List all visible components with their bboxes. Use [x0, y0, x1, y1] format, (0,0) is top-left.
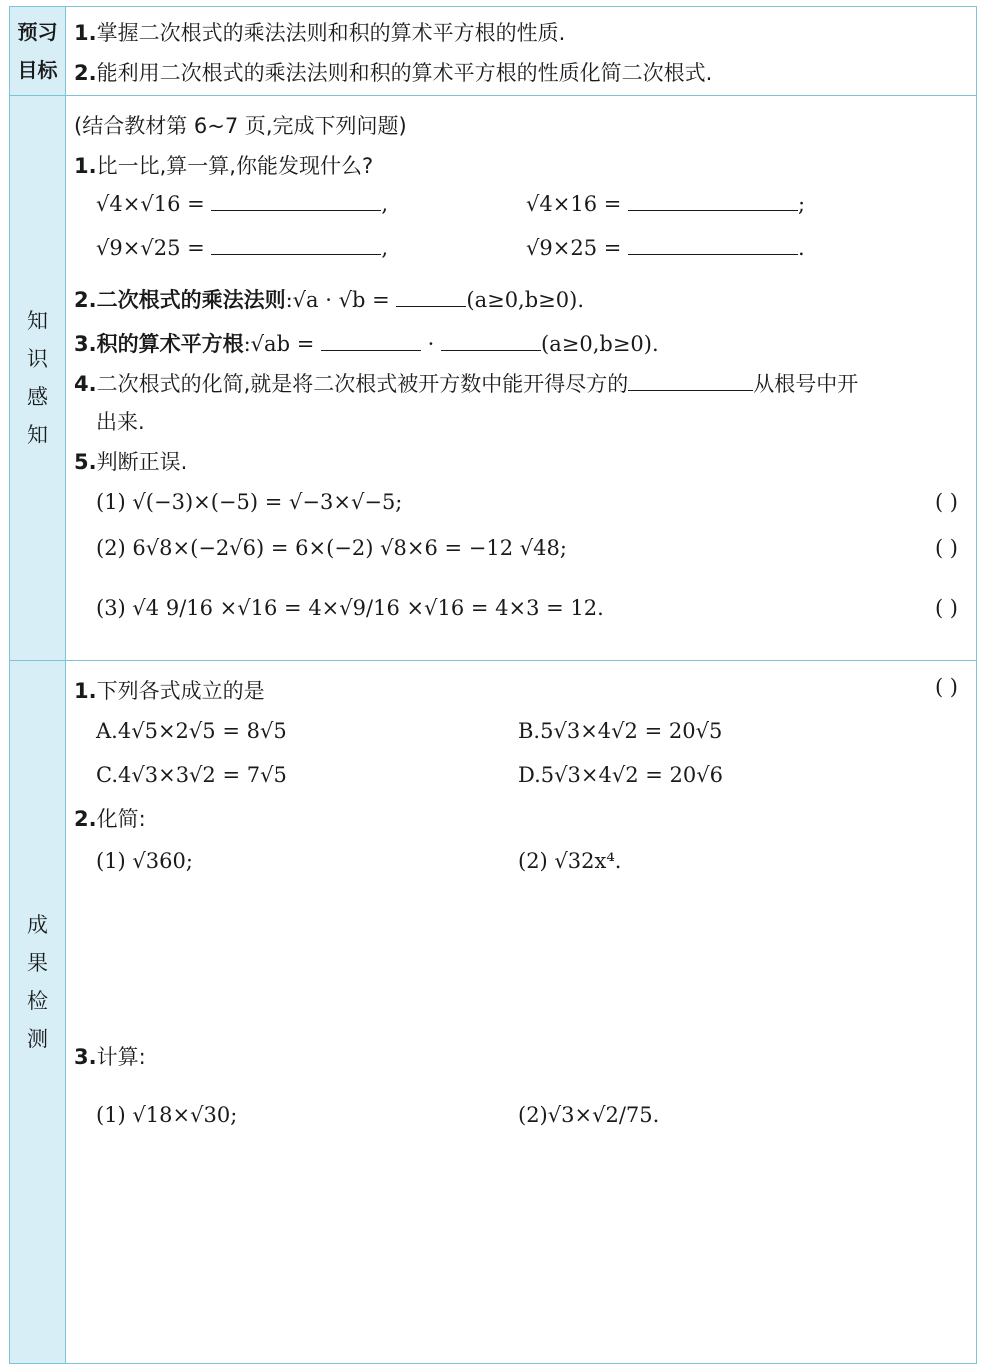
- answer-blank[interactable]: [211, 192, 381, 211]
- answer-blank[interactable]: [628, 372, 753, 391]
- r-q1-options-row-1: [96, 719, 968, 743]
- goal-item-1: 1.掌握二次根式的乘法法则和积的算术平方根的性质.: [74, 21, 566, 45]
- q3-line: 3.积的算术平方根:√ab = · (a≥0,b≥0).: [74, 332, 659, 356]
- knowledge-label-char: 知: [27, 309, 48, 333]
- option-c[interactable]: C.4√3×3√2 = 7√5: [96, 763, 287, 787]
- goal-item-2: 2.能利用二次根式的乘法法则和积的算术平方根的性质化简二次根式.: [74, 61, 713, 85]
- answer-paren[interactable]: ( ): [934, 596, 958, 620]
- goal-content: [74, 7, 968, 95]
- knowledge-label-char: 知: [27, 423, 48, 447]
- goal-label: [10, 7, 66, 95]
- q5-item-3: (3) √4 9/16 ×√16 = 4×√9/16 ×√16 = 4×3 = 12. ( ): [96, 596, 958, 620]
- worksheet: [9, 6, 977, 1364]
- result-label-char: 测: [27, 1027, 48, 1051]
- answer-blank[interactable]: [628, 236, 798, 255]
- answer-blank[interactable]: [321, 332, 421, 351]
- q1-line-2: √9×√25 = , √9×25 = .: [96, 236, 805, 260]
- answer-blank[interactable]: [628, 192, 798, 211]
- answer-paren[interactable]: ( ): [934, 675, 958, 699]
- q4-line-1: 4.二次根式的化简,就是将二次根式被开方数中能开得尽方的 从根号中开: [74, 372, 859, 396]
- answer-paren[interactable]: ( ): [934, 490, 958, 514]
- r-q3-title: 3.计算:: [74, 1045, 146, 1069]
- option-a[interactable]: A.4√5×2√5 = 8√5: [96, 719, 287, 743]
- option-d[interactable]: D.5√3×4√2 = 20√6: [518, 763, 723, 787]
- q5-item-2: (2) 6√8×(−2√6) = 6×(−2) √8×6 = −12 √48; ( ): [96, 536, 958, 560]
- knowledge-label: [10, 96, 66, 660]
- knowledge-note: (结合教材第 6~7 页,完成下列问题): [74, 114, 407, 138]
- goal-label-line-2: 目标: [17, 58, 58, 82]
- r-q1-options-row-2: [96, 763, 968, 787]
- answer-blank[interactable]: [441, 332, 541, 351]
- result-content: [74, 661, 968, 1363]
- q1-line-1: √4×√16 = , √4×16 = ;: [96, 192, 806, 216]
- q4-line-2: 出来.: [96, 410, 145, 434]
- r-q3-parts: (1) √18×√30; (2)√3×√2/75.: [96, 1103, 660, 1127]
- q5-item-1: (1) √(−3)×(−5) = √−3×√−5; ( ): [96, 490, 958, 514]
- q1-title: 1.比一比,算一算,你能发现什么?: [74, 154, 374, 178]
- goal-label-line-1: 预习: [17, 20, 58, 44]
- r-q1-title: 1.下列各式成立的是 ( ): [74, 675, 958, 703]
- answer-blank[interactable]: [396, 288, 466, 307]
- answer-paren[interactable]: ( ): [934, 536, 958, 560]
- result-label-char: 成: [27, 913, 48, 937]
- result-label: [10, 661, 66, 1363]
- r-q2-parts: (1) √360; (2) √32x⁴.: [96, 849, 622, 873]
- answer-blank[interactable]: [211, 236, 381, 255]
- r-q2-title: 2.化简:: [74, 807, 146, 831]
- result-label-char: 检: [27, 989, 48, 1013]
- knowledge-label-char: 感: [27, 385, 48, 409]
- knowledge-label-char: 识: [27, 347, 48, 371]
- option-b[interactable]: B.5√3×4√2 = 20√5: [518, 719, 723, 743]
- result-label-char: 果: [27, 951, 48, 975]
- knowledge-content: [74, 96, 968, 660]
- q5-title: 5.判断正误.: [74, 450, 188, 474]
- q2-line: 2.二次根式的乘法法则:√a · √b = (a≥0,b≥0).: [74, 288, 585, 312]
